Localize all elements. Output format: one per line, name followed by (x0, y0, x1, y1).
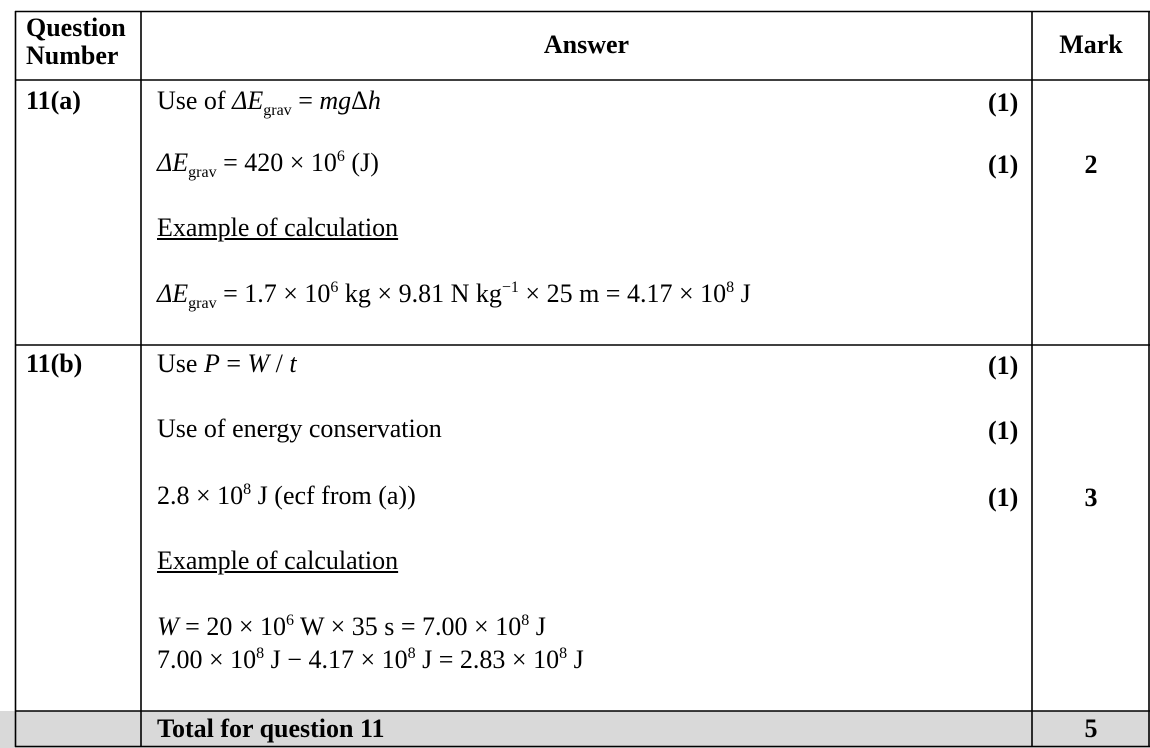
question-number-11b: 11(b) (26, 349, 83, 378)
answer-line-difference-calc: $7.00 \times 10^8$ $J - 4.17 \times 10^8$ $J = 2.83 \times 10^8$ J (157, 645, 584, 674)
mark-point-1: (1) (988, 88, 1019, 117)
answer-line-use-p: Use P = W / t (157, 349, 297, 378)
answer-line-work-calc: $W = 20 \times 10^6$ W × 35 $s = 7.00 \times 10^8$ J (157, 612, 546, 641)
header-answer: Answer (543, 30, 630, 59)
question-mark-11b: 3 (1084, 483, 1098, 512)
answer-line-calculation: $\Delta E_{grav} = 1.7 \times 10^6$ kg × 9.81 N $kg^{-1} \times 25$ $m = 4.17 \times 10^8$ J (157, 279, 751, 312)
question-number-11a: 11(a) (26, 86, 81, 115)
mark-point-b3: (1) (988, 483, 1019, 512)
example-heading-11a: Example of calculation (157, 213, 399, 242)
header-question-number: Question Number (26, 13, 126, 70)
question-mark-11a: 2 (1084, 150, 1098, 179)
total-mark: 5 (1084, 714, 1098, 743)
total-label: Total for question 11 (157, 714, 385, 743)
answer-line-egrav-value: $\Delta E_{grav} = 420 \times 10^6$ (J) (157, 148, 379, 181)
answer-line-result: $2.8 \times 10^8$ J (ecf from (a)) (157, 481, 416, 510)
total-row-shade-left (0, 711, 141, 748)
header-mark: Mark (1059, 30, 1123, 59)
example-heading-11b: Example of calculation (157, 546, 399, 575)
answer-line-use-of-egrav: Use of $\Delta E_{grav} = mg\Delta h$ (157, 86, 381, 119)
mark-point-b2: (1) (988, 416, 1019, 445)
mark-point-2: (1) (988, 150, 1019, 179)
mark-point-b1: (1) (988, 351, 1019, 380)
answer-line-energy-conservation: Use of energy conservation (157, 414, 442, 443)
